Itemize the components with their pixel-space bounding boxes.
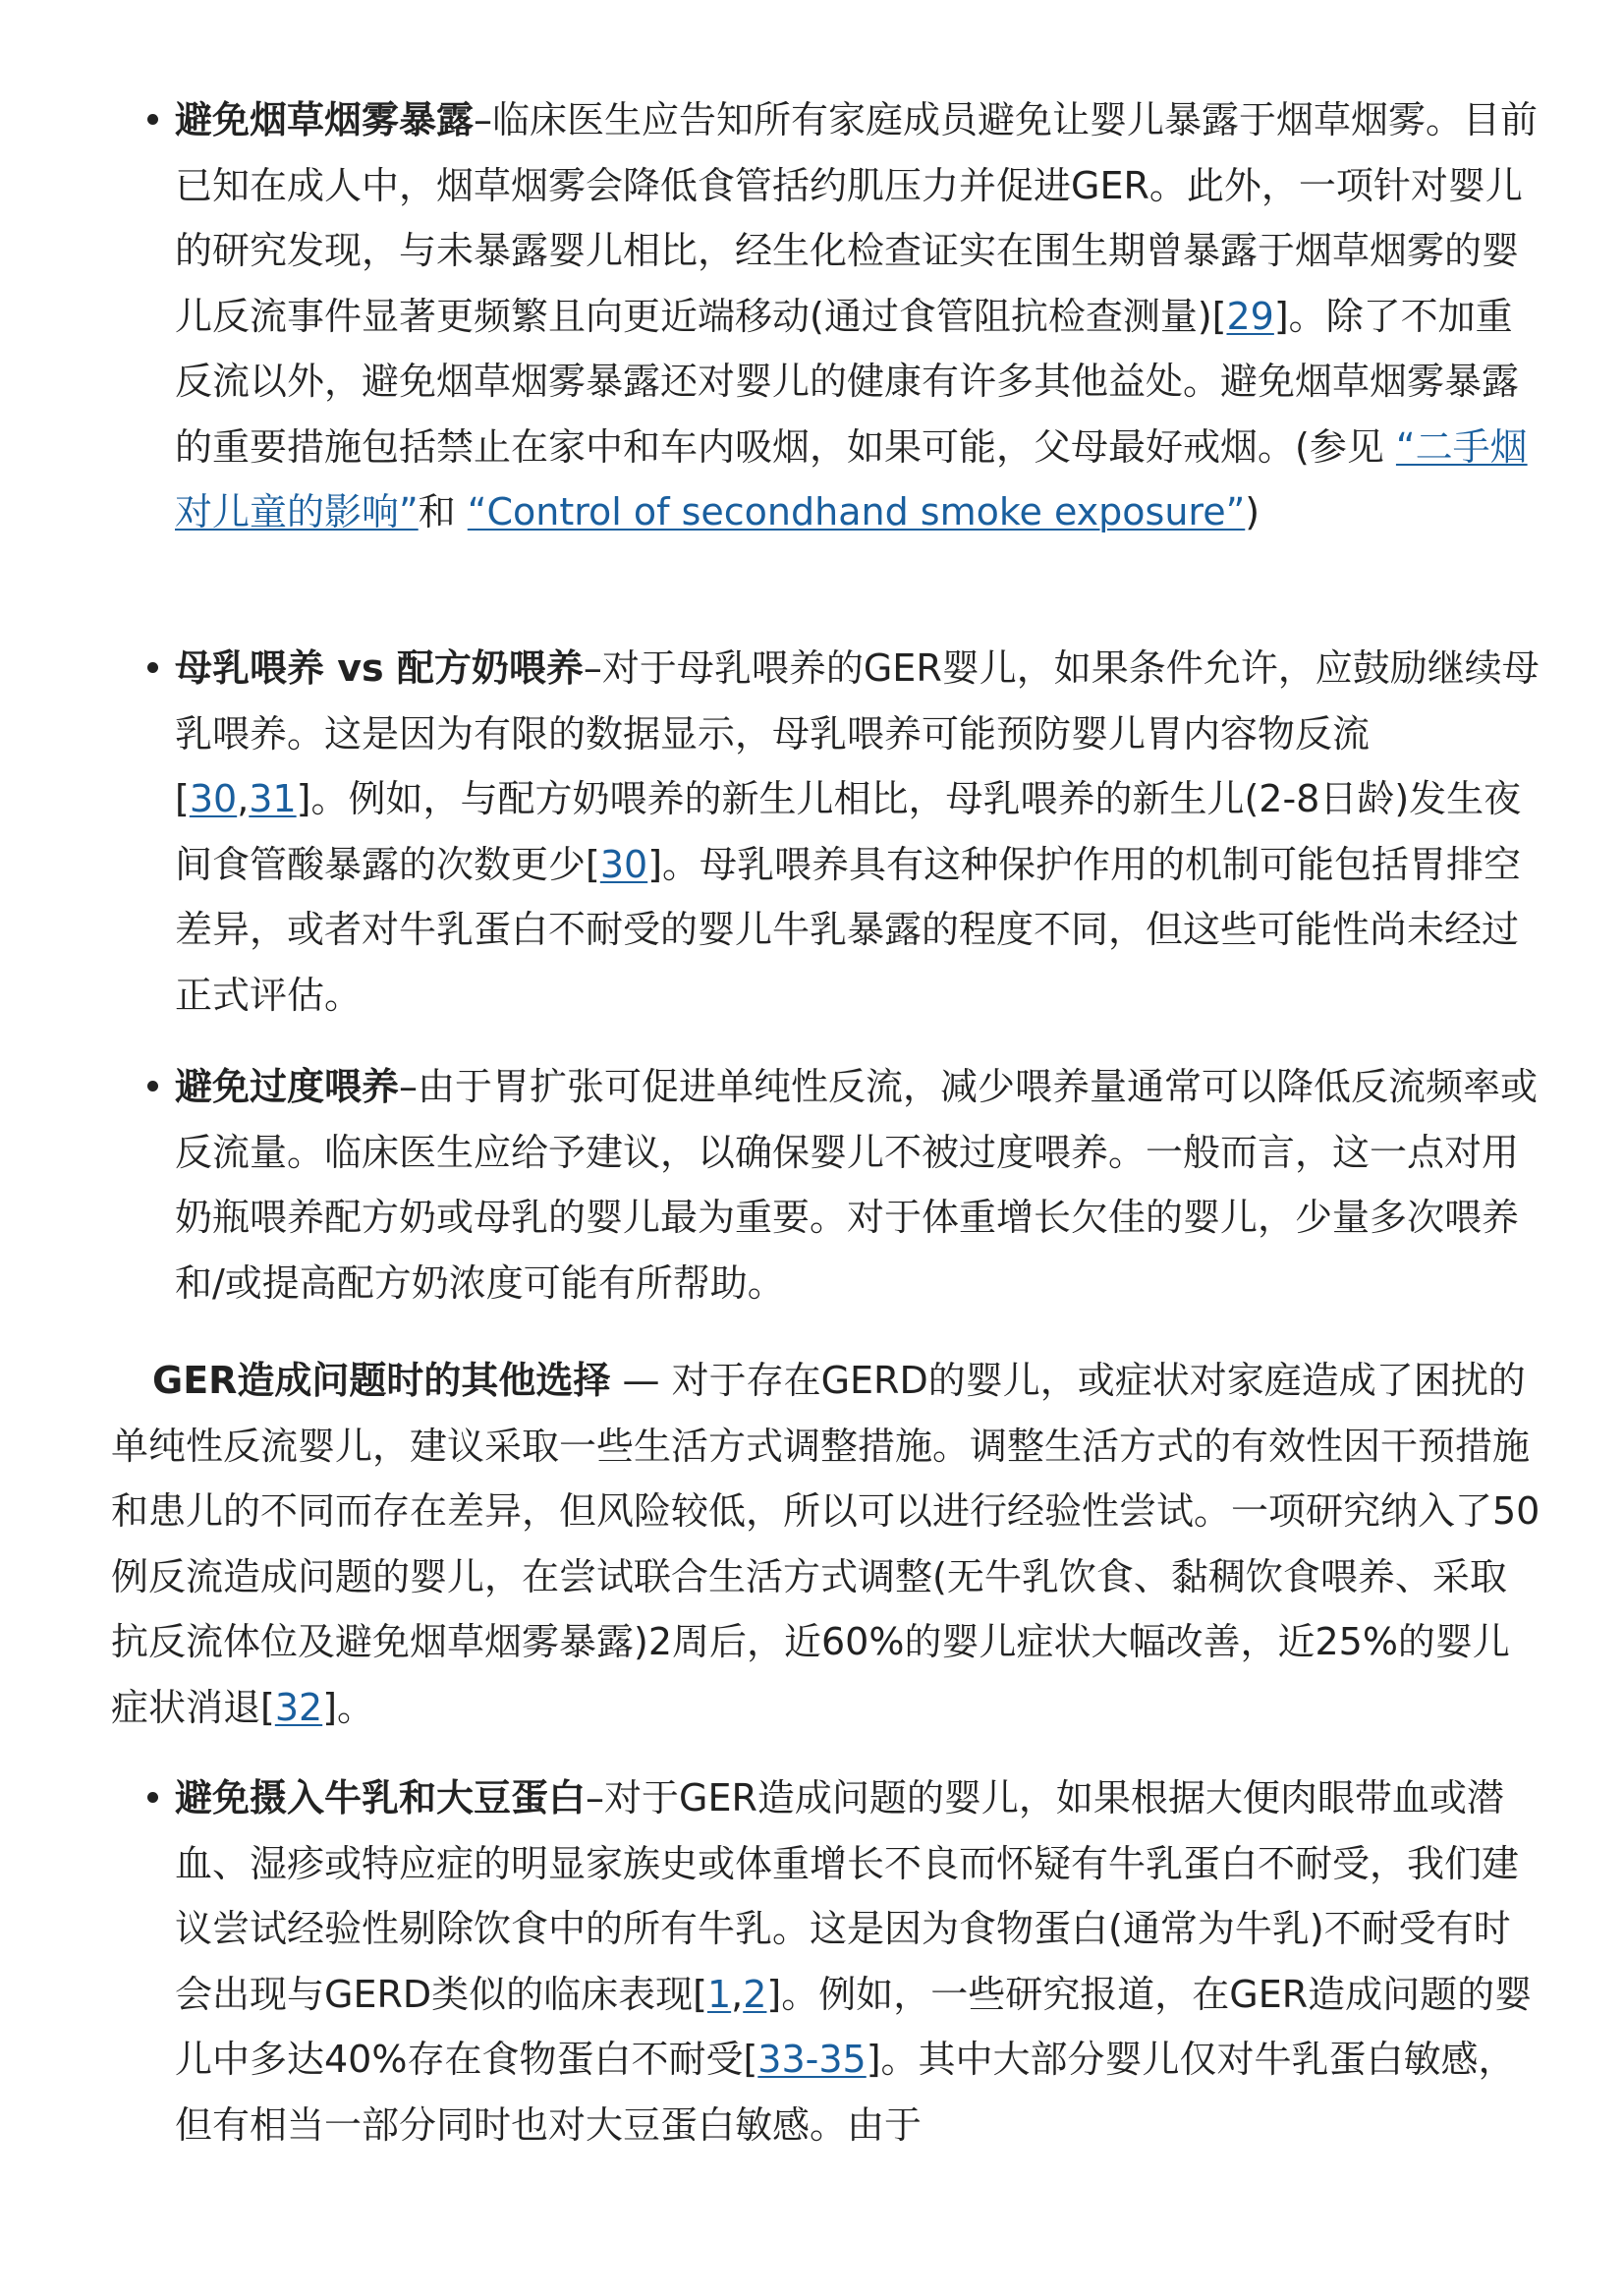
bullet-heading: 避免过度喂养 <box>175 1065 400 1108</box>
paragraph-heading: GER造成问题时的其他选择 <box>152 1359 611 1402</box>
body-text: — 对于存在GERD的婴儿，或症状对家庭造成了困扰的单纯性反流婴儿，建议采取一些生活方式调整措施。调整生活方式的有效性因干预措施和患儿的不同而存在差异，但风险较低，所以可以进行经验性尝试。一项研究纳入了50例反流造成问题的婴儿，在尝试联合生活方式调整(无牛乳饮食、黏稠饮食喂养、采取抗反流体位及避免烟草烟雾暴露)2周后，近60%的婴儿症状大幅改善，近25%的婴儿症状消退[ <box>111 1359 1540 1729</box>
bullet-heading: 母乳喂养 vs 配方奶喂养 <box>175 646 584 690</box>
paragraph-other-options <box>111 1348 1542 1740</box>
body-text: 和 <box>418 490 468 533</box>
list-item-avoid-smoke <box>175 87 1542 545</box>
citation-link[interactable]: 30 <box>189 777 238 820</box>
body-text: ]。母乳喂养具有这种保护作用的机制可能包括胃排空差异，或者对牛乳蛋白不耐受的婴儿牛乳暴露的程度不同，但这些可能性尚未经过正式评估。 <box>175 842 1522 1017</box>
citation-separator: , <box>731 1972 744 2016</box>
body-text: –由于胃扩张可促进单纯性反流，减少喂养量通常可以降低反流频率或反流量。临床医生应给予建议，以确保婴儿不被过度喂养。一般而言，这一点对用奶瓶喂养配方奶或母乳的婴儿最为重要。对于体重增长欠佳的婴儿，少量多次喂养和/或提高配方奶浓度可能有所帮助。 <box>175 1065 1539 1305</box>
body-text: ]。除了不加重反流以外，避免烟草烟雾暴露还对婴儿的健康有许多其他益处。避免烟草烟雾暴露的重要措施包括禁止在家中和车内吸烟，如果可能，父母最好戒烟。(参见 <box>175 294 1520 469</box>
list-item-avoid-milk-soy <box>175 1765 1542 2157</box>
topic-link-secondhand-smoke-children[interactable]: “二手烟对儿童的影响” <box>175 424 1528 533</box>
bullet-heading: 避免烟草烟雾暴露 <box>175 98 475 141</box>
list-item-avoid-overfeeding <box>175 1054 1542 1315</box>
citation-link[interactable]: 33-35 <box>757 2038 867 2081</box>
citation-link[interactable]: 30 <box>599 842 648 886</box>
citation-link[interactable]: 1 <box>706 1972 732 2016</box>
body-text: –临床医生应告知所有家庭成员避免让婴儿暴露于烟草烟雾。目前已知在成人中，烟草烟雾会降低食管括约肌压力并促进GER。此外，一项针对婴儿的研究发现，与未暴露婴儿相比，经生化检查证实在围生期曾暴露于烟草烟雾的婴儿反流事件显著更频繁且向更近端移动(通过食管阻抗检查测量)[ <box>175 98 1539 338</box>
citation-link[interactable]: 29 <box>1226 294 1274 338</box>
body-text: –对于GER造成问题的婴儿，如果根据大便肉眼带血或潜血、湿疹或特应症的明显家族史或体重增长不良而怀疑有牛乳蛋白不耐受，我们建议尝试经验性剔除饮食中的所有牛乳。这是因为食物蛋白(通常为牛乳)不耐受有时会出现与GERD类似的临床表现[ <box>175 1776 1520 2016</box>
body-text: ]。例如，一些研究报道，在GER造成问题的婴儿中多达40%存在食物蛋白不耐受[ <box>175 1972 1533 2081</box>
citation-link[interactable]: 2 <box>743 1972 767 2016</box>
body-text: –对于母乳喂养的GER婴儿，如果条件允许，应鼓励继续母乳喂养。这是因为有限的数据显示，母乳喂养可能预防婴儿胃内容物反流[ <box>175 646 1540 820</box>
body-text: ]。例如，与配方奶喂养的新生儿相比，母乳喂养的新生儿(2-8日龄)发生夜间食管酸暴露的次数更少[ <box>175 777 1522 886</box>
body-text: ]。 <box>322 1685 375 1729</box>
list-item-breastfeeding <box>175 636 1542 1028</box>
topic-link-control-secondhand-smoke[interactable]: “Control of secondhand smoke exposure” <box>467 490 1246 533</box>
citation-link[interactable]: 32 <box>274 1685 323 1729</box>
bullet-heading: 避免摄入牛乳和大豆蛋白 <box>175 1776 587 1819</box>
citation-link[interactable]: 31 <box>249 777 297 820</box>
citation-separator: , <box>237 777 250 820</box>
body-text: ]。其中大部分婴儿仅对牛乳蛋白敏感，但有相当一部分同时也对大豆蛋白敏感。由于 <box>175 2038 1516 2147</box>
body-text: ) <box>1245 490 1260 533</box>
